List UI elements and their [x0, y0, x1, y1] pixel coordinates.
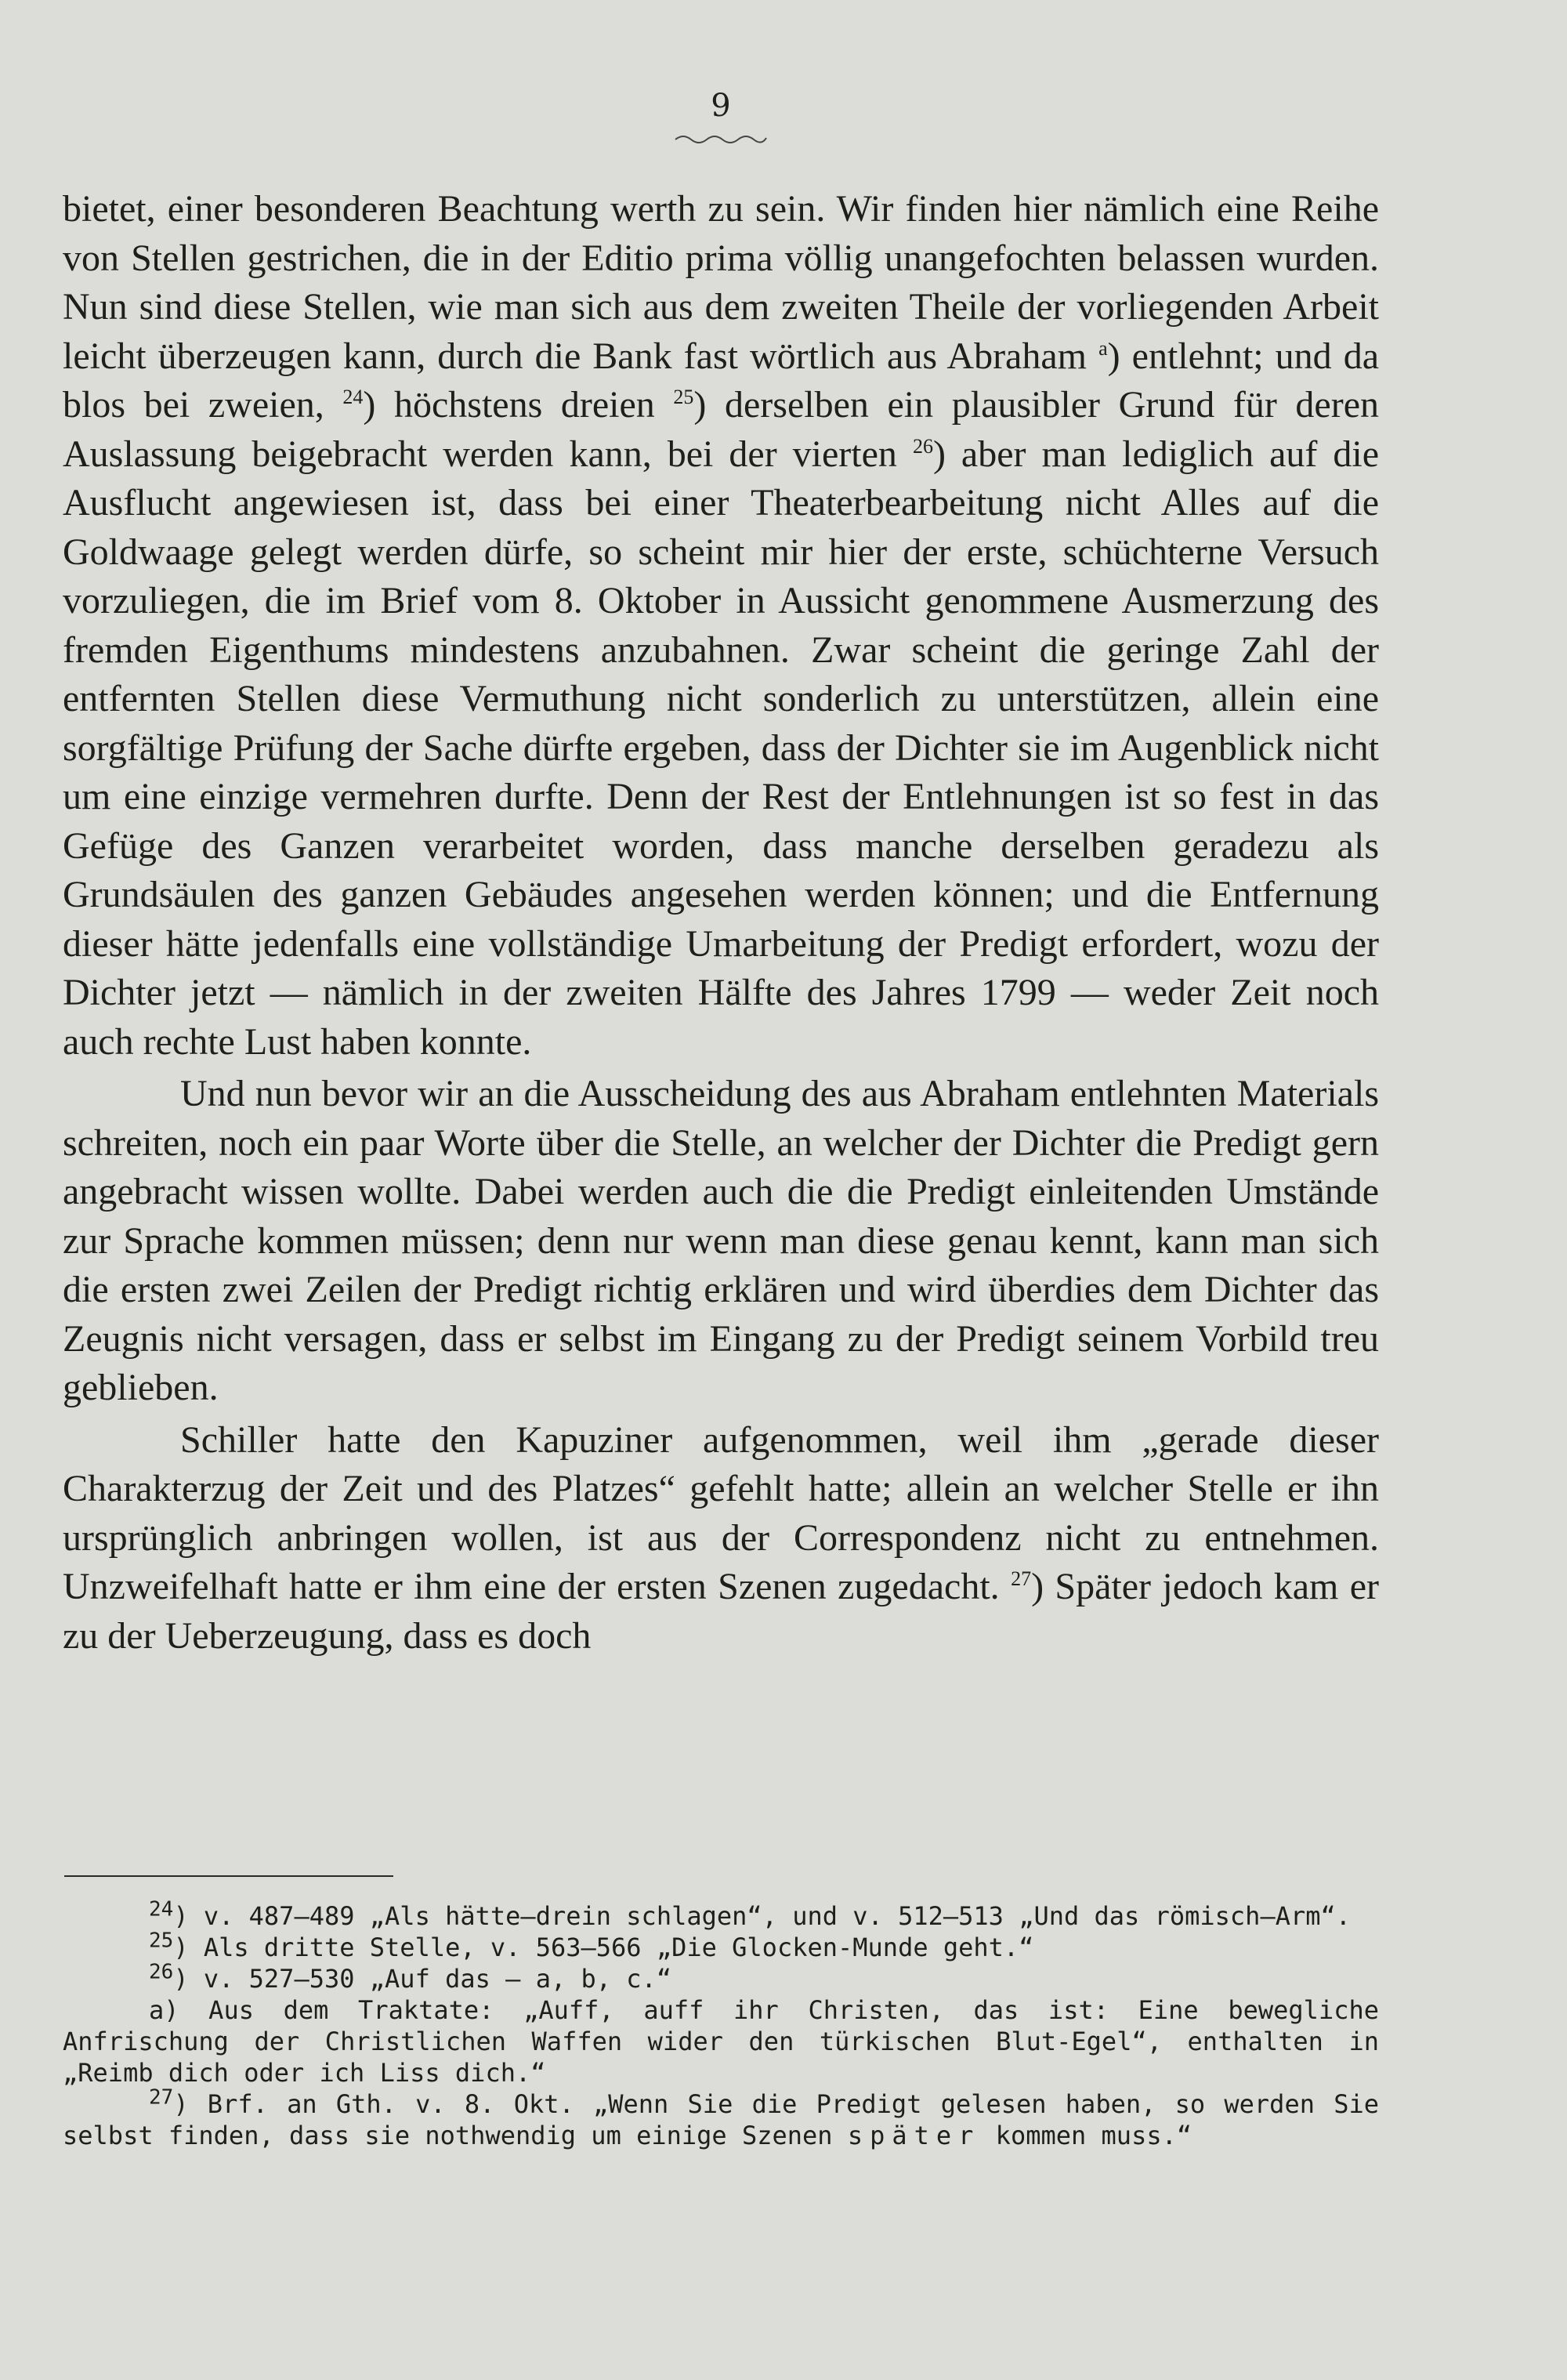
- footnote-mark-27: 27: [1011, 1567, 1032, 1590]
- footnote-26: $^{26}$) v. 527—530 „Auf das — a, b, c.“: [149, 1960, 672, 1994]
- paragraph-2: Und nun bevor wir an die Ausscheidung des aus Abraham entlehnten Materials schreiten, noch ein paar Worte über die Stelle, an welcher der Dichter die Predigt gern angebracht wissen wollte. Dabei werden auch die die Predigt einleitenden Umstände zur Sprache kommen müssen; denn nur wenn man diese genau kennt, kann man sich die ersten zwei Zeilen der Predigt richtig erklären und wird überdies dem Dichter das Zeugnis nicht versagen, dass er selbst im Eingang zu der Predigt seinem Vorbild treu geblieben.: [63, 1073, 1379, 1408]
- footnote-24: $^{24}$) v. 487—489 „Als hätte—drein schlagen“, und v. 512—513 „Und das römisch—Arm“.: [149, 1897, 1352, 1931]
- page-number-flourish: [674, 132, 768, 147]
- footnote-27: $^{27}$) Brf. an Gth. v. 8. Okt. „Wenn Sie die Predigt gelesen haben, so werden Sie selbst finden, dass sie nothwendig um einige Szenen später kommen muss.“: [63, 2085, 1379, 2150]
- footnote-mark-26: 26: [912, 434, 933, 458]
- footnote-a: a) Aus dem Traktate: „Auff, auff ihr Christen, das ist: Eine bewegliche Anfrischung der Christlichen Waffen wider den türkischen Blut-Egel“, enthalten in „Reimb dich oder ich Liss dich.“: [63, 1995, 1379, 2088]
- footnote-mark-25: 25: [673, 386, 694, 408]
- footnotes: [63, 1897, 1379, 2151]
- page-number: 9: [711, 88, 731, 124]
- footnote-mark-24: 24: [342, 386, 364, 408]
- footnote-mark-a: a: [1098, 336, 1108, 360]
- footnote-25: $^{25}$) Als dritte Stelle, v. 563—566 „Die Glocken-Munde geht.“: [149, 1929, 1034, 1962]
- paragraph-3: Schiller hatte den Kapuziner aufgenommen, weil ihm „gerade dieser Charakterzug der Zeit und des Platzes“ gefehlt hatte; allein an welcher Stelle er ihn ursprünglich anbringen wollen, ist aus der Correspondenz nicht zu entnehmen. Unzweifelhaft hatte er ihm eine der ersten Szenen zugedacht. $^{27}$) Später jedoch kam er zu der Ueberzeugung, dass es doch: [63, 1418, 1380, 1657]
- paragraph-1: bietet, einer besonderen Beachtung werth zu sein. Wir finden hier nämlich eine Reihe von Stellen gestrichen, die in der Editio prima völlig unangefochten belassen wurden. Nun sind diese Stellen, wie man sich aus dem zweiten Theile der vorliegenden Arbeit leicht überzeugen kann, durch die Bank fast wörtlich aus Abraham $^a$) entlehnt; und da blos bei zweien, $^{24}$) höchstens dreien $^{25}$) derselben ein plausibler Grund für deren Auslassung beigebracht werden kann, bei der vierten $^{26}$) aber man lediglich auf die Ausflucht angewiesen ist, dass bei einer Theaterbearbeitung nicht Alles auf die Goldwaage gelegt werden dürfe, so scheint mir hier der erste, schüchterne Versuch vorzuliegen, die im Brief vom 8. Oktober in Aussicht genommene Ausmerzung des fremden Eigenthums mindestens anzubahnen. Zwar scheint die geringe Zahl der entfernten Stellen diese Vermuthung nicht sonderlich zu unterstützen, allein eine sorgfältige Prüfung der Sache dürfte ergeben, dass der Dichter sie im Augenblick nicht um eine einzige vermehren durfte. Denn der Rest der Entlehnungen ist so fest in das Gefüge des Ganzen verarbeitet worden, dass manche derselben geradezu als Grundsäulen des ganzen Gebäudes angesehen werden können; und die Entfernung dieser hätte jedenfalls eine vollständige Umarbeitung der Predigt erfordert, wozu der Dichter jetzt — nämlich in der zweiten Hälfte des Jahres 1799 — weder Zeit noch auch rechte Lust haben konnte.: [63, 188, 1380, 1063]
- spaced-emphasis: später: [847, 2121, 981, 2150]
- main-text: [63, 185, 1379, 1661]
- footnote-separator: [64, 1875, 393, 1877]
